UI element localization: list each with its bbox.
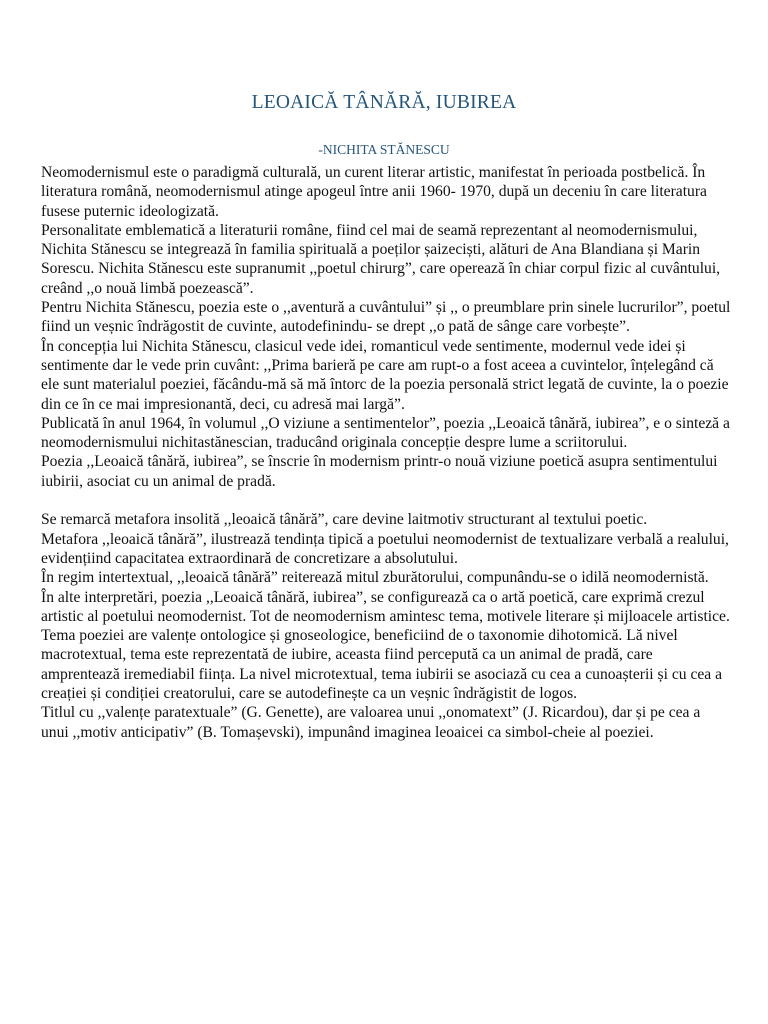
paragraph: Titlul cu ,,valențe paratextuale” (G. Genette), are valoarea unui ,,onomatext” (J. Ricardou), dar și pe cea a unui ,,motiv anticipativ” (B. Tomașevski), impunând imaginea leoaicei ca simbol-cheie al poeziei. [41,704,701,741]
document-author: -NICHITA STĂNESCU [318,142,450,157]
paragraph: Personalitate emblematică a literaturii române, fiind cel mai de seamă reprezentant al neomodernismului, Nichita Stănescu se integrează în familia spirituală a poeților șaizeciști, alături de Ana Blandiana și Marin Sorescu. Nichita Stănescu este supranumit ,,poetul chirurg”, care operează în chiar corpul fizic al cuvântului, creând ,,o nouă limbă poezească”. [41,221,721,297]
paragraph: Neomodernismul este o paradigmă culturală, un curent literar artistic, manifestat în perioada postbelică. În literatura română, neomodernismul atinge apogeul între anii 1960- 1970, după un deceniu în care literatura fusese puternic ideologizată. [41,164,707,220]
document-body [41,163,731,742]
paragraph: Publicată în anul 1964, în volumul ,,O viziune a sentimentelor”, poezia ,,Leoaică tânără, iubirea”, e o sinteză a neomodernismului nichitastănescian, traducând originala concepție despre lume a scriitorului. [41,414,730,452]
paragraph-spacer [41,491,731,510]
paragraph: Pentru Nichita Stănescu, poezia este o ,,aventură a cuvântului” și ,, o preumblare prin sinele lucrurilor”, poetul fiind un veșnic îndrăgostit de cuvinte, autodefinindu- se drept ,,o pată de sânge care vorbește”. [41,299,731,336]
paragraph: Tema poeziei are valențe ontologice și gnoseologice, beneficiind de o taxonomie dihotomică. Lă nivel macrotextual, tema este reprezentată de iubire, aceasta fiind percepută ca un animal de pradă, care amprentează iremediabil ființa. La nivel microtextual, tema iubirii se asociază cu cea a cunoașterii și cu cea a creației și condiției creatorului, care se autodefinește ca un veșnic îndrăgistit de logos. [41,627,723,703]
paragraph: În alte interpretări, poezia ,,Leoaică tânără, iubirea”, se configurează ca o artă poetică, care exprimă crezul artistic al poetului neomodernist. Tot de neomodernism amintesc tema, motivele literare și mijloacele artistice. [41,588,730,625]
document-title: LEOAICĂ TÂNĂRĂ, IUBIREA [251,92,517,113]
paragraph: Se remarcă metafora insolită ,,leoaică tânără”, care devine laitmotiv structurant al textului poetic. [41,511,648,529]
paragraph: Poezia ,,Leoaică tânără, iubirea”, se înscrie în modernism printr-o nouă viziune poetică asupra sentimentului iubirii, asociat cu un animal de pradă. [41,453,718,490]
paragraph: Metafora ,,leoaică tânără”, ilustrează tendința tipică a poetului neomodernist de textualizare verbală a realului, evidențiind capacitatea extraordinară de concretizare a absolutului. [41,530,729,567]
paragraph: În concepția lui Nichita Stănescu, clasicul vede idei, romanticul vede sentimente, modernul vede idei și sentimente dar le vede prin cuvânt: ,,Prima barieră pe care am rupt-o a fost aceea a cuvintelor, înțelegând că ele sunt materialul poeziei, făcându-mă să mă întorc de la poezia personală strict legată de cuvinte, la o poezie din ce în ce mai impresionantă, deci, cu adresă mai largă”. [41,337,729,413]
paragraph: În regim intertextual, ,,leoaică tânără” reiterează mitul zburătorului, compunându-se o idilă neomodernistă. [41,569,709,587]
